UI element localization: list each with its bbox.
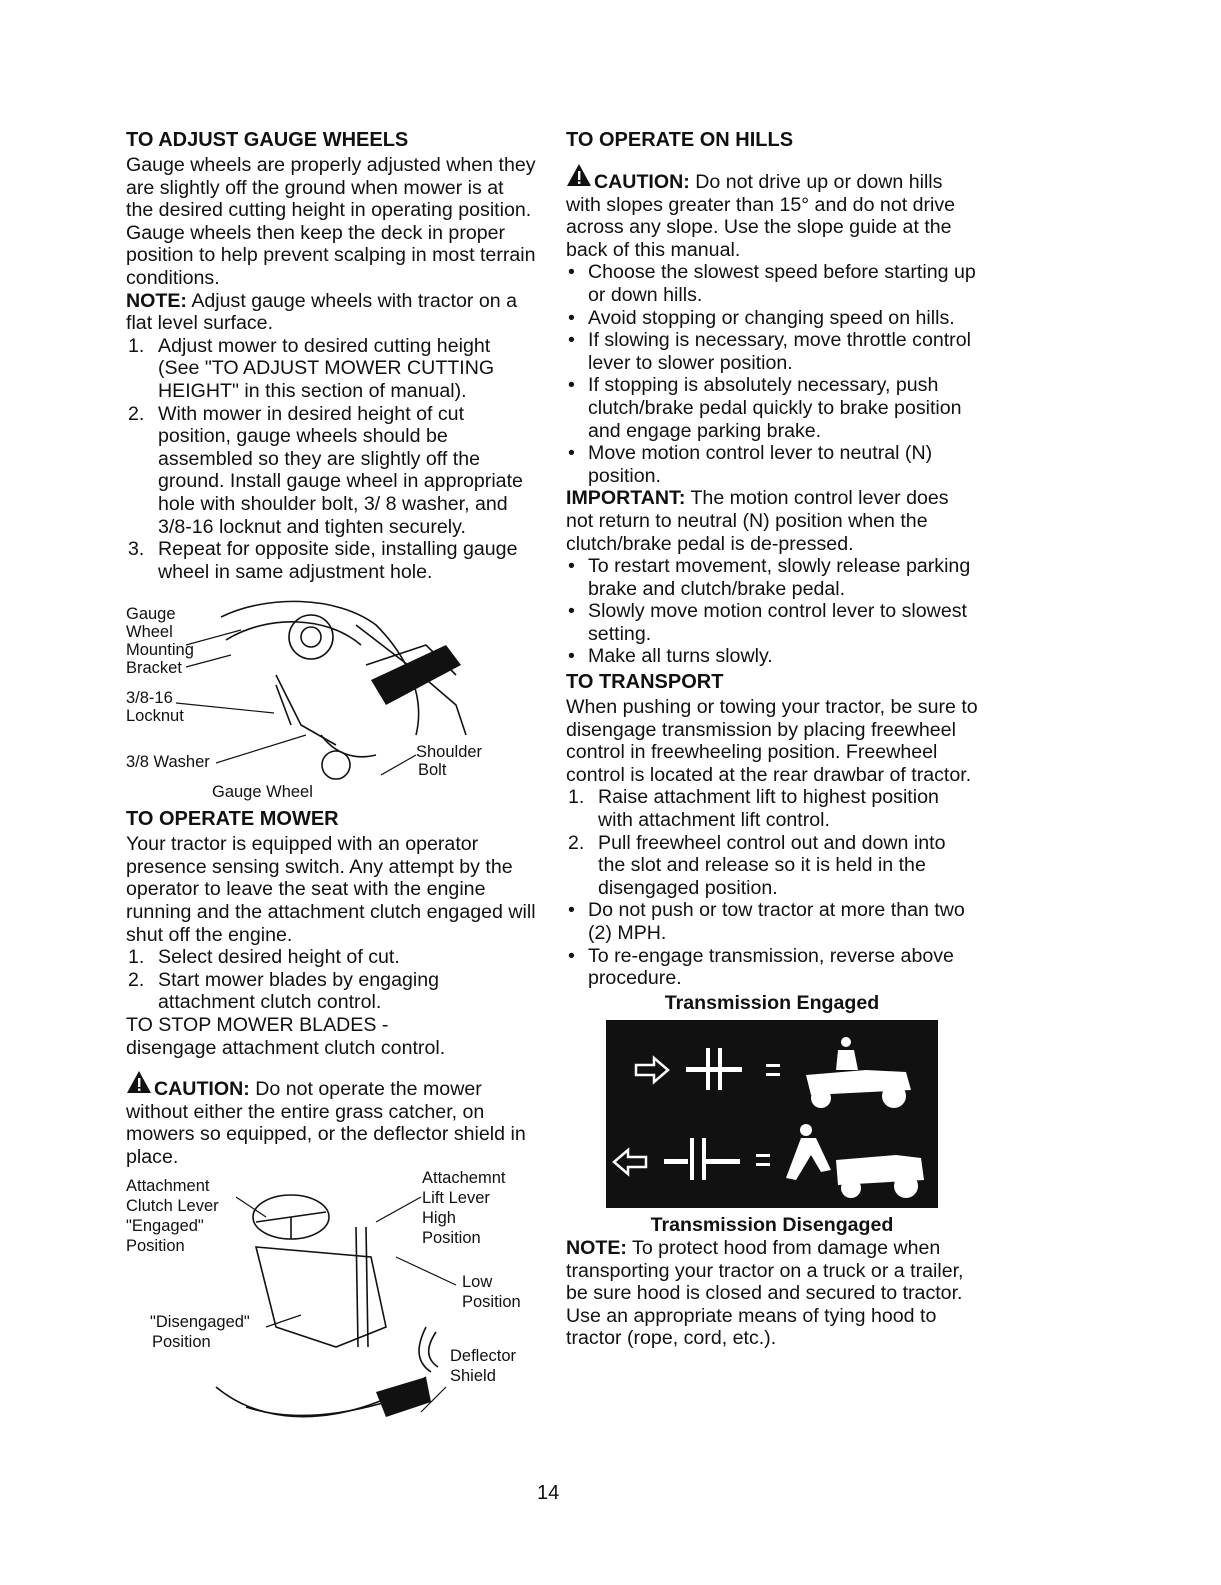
step-number: 2. [568,831,585,854]
transport-note [566,1237,978,1350]
label-shield: Shield [450,1366,496,1385]
label-clutch-lever: Clutch Lever [126,1196,219,1215]
bullet-icon: • [568,329,575,352]
label-engaged: "Engaged" [126,1216,204,1235]
bullet-text: Avoid stopping or changing speed on hills. [588,306,955,329]
step-text: Pull freewheel control out and down into the slot and release so it is held in the disengaged position. [598,831,946,899]
bullet-text: Do not push or tow tractor at more than two (2) MPH. [588,899,965,944]
gauge-wheels-heading: TO ADJUST GAUGE WHEELS [126,129,409,151]
transmission-diagram [606,1020,938,1208]
label-washer: 3/8 Washer [126,753,210,772]
bullet-text: Slowly move motion control lever to slowest setting. [588,600,967,645]
step-number: 1. [128,946,145,969]
warning-triangle-icon [126,1069,152,1095]
bullet-text: Move motion control lever to neutral (N) position. [588,442,933,487]
list-item [566,261,978,306]
label-low: Low [462,1272,493,1291]
list-item [566,329,978,374]
label-deflector: Deflector [450,1346,517,1365]
list-item [566,600,978,645]
operate-steps-list [126,946,536,1014]
bullet-icon: • [568,306,575,329]
label-engaged-position: Position [126,1236,185,1255]
list-item [126,538,536,583]
bullet-icon: • [568,442,575,465]
bullet-text: To re-engage transmission, reverse above procedure. [588,944,954,990]
label-locknut-size: 3/8-16 [126,689,173,708]
label-attachemnt: Attachemnt [422,1168,506,1187]
step-number: 1. [128,334,145,357]
label-gauge: Gauge [126,605,176,624]
figure-caption: Gauge Wheel [212,783,313,802]
important-label: IMPORTANT: [566,487,686,510]
bullet-icon: • [568,261,575,284]
step-text: Repeat for opposite side, installing gauge wheel in same adjustment hole. [158,538,518,583]
operate-mower-heading: TO OPERATE MOWER [126,808,339,831]
list-item [566,786,978,831]
caution-text: Do not drive up or down hills with slopes greater than 15° and do not drive across any slope. Use the slope guide at the back of this manual. [566,171,956,261]
gauge-note [126,290,536,335]
note-text: To protect hood from damage when transporting your tractor on a truck or a trailer, be sure hood is closed and secured to tractor. Use an appropriate means of tying hood to tractor (rope, cord, etc.). [566,1236,964,1350]
bullet-text: Choose the slowest speed before starting up or down hills. [588,261,976,306]
transport-intro: When pushing or towing your tractor, be sure to disengage transmission by placing freewheel control in freewheeling position. Freewheel control is located at the rear drawbar of tractor. [566,696,978,786]
label-low-position: Position [462,1292,521,1311]
hills-bullets-list [566,261,978,487]
list-item [126,946,536,969]
gauge-wheels-intro: Gauge wheels are properly adjusted when they are slightly off the ground when mower is at the desired cutting height in operating position. Gauge wheels then keep the deck in proper position to help prevent scalping in most terrain conditions. [126,154,536,289]
label-bracket: Bracket [126,659,182,678]
bullet-icon: • [568,944,575,967]
label-lift-lever: Lift Lever [422,1188,490,1207]
list-item [566,374,978,442]
label-disengaged-position: Position [152,1332,211,1351]
list-item [126,403,536,539]
label-locknut: Locknut [126,707,184,726]
list-item [126,969,536,1014]
hills-caution [566,162,978,261]
gauge-wheel-figure [126,585,536,803]
list-item [126,335,536,403]
label-high-position: Position [422,1228,481,1247]
step-text: Raise attachment lift to highest position with attachment lift control. [598,786,939,832]
list-item [566,832,978,900]
transport-steps-list [566,786,978,899]
bullet-icon: • [568,899,575,922]
step-text: Start mower blades by engaging attachment clutch control. [158,968,440,1014]
bullet-text: If slowing is necessary, move throttle control lever to slower position. [588,329,971,374]
bullet-text: If stopping is absolutely necessary, push clutch/brake pedal quickly to brake position and engage parking brake. [588,374,962,442]
label-bolt: Bolt [418,761,447,780]
step-text: With mower in desired height of cut position, gauge wheels should be assembled so they are slightly off the ground. Install gauge wheel in appropriate hole with shoulder bolt, 3/ 8 washer, and 3/8-16 locknut and tighten securely. [158,402,523,538]
list-item [566,442,978,487]
attachment-clutch-figure [126,1168,536,1427]
step-number: 2. [128,968,145,991]
step-number: 1. [568,786,585,809]
bullet-icon: • [568,600,575,623]
stop-blades-line: TO STOP MOWER BLADES - [126,1014,389,1037]
bullet-icon: • [568,555,575,578]
note-label: NOTE: [126,289,187,312]
label-shoulder: Shoulder [416,743,483,762]
transport-heading: TO TRANSPORT [566,671,724,694]
step-text: Adjust mower to desired cutting height (See "TO ADJUST MOWER CUTTING HEIGHT" in this section of manual). [158,334,495,402]
list-item [566,307,978,330]
list-item [566,645,978,668]
label-wheel: Wheel [126,623,173,642]
gauge-steps-list [126,335,536,584]
warning-triangle-icon [566,162,592,188]
caution-label: CAUTION: [154,1078,250,1101]
caution-text: Do not operate the mower without either the entire grass catcher, on mowers so equipped, or the deflector shield in place. [126,1078,526,1168]
operate-hills-heading: TO OPERATE ON HILLS [566,129,794,151]
mower-caution [126,1069,536,1168]
page-number: 14 [537,1482,560,1504]
transmission-illustration [606,1020,938,1208]
label-disengaged: "Disengaged" [150,1312,250,1331]
list-item [566,899,978,944]
bullet-text: Make all turns slowly. [588,645,773,668]
stop-blades-instruction: disengage attachment clutch control. [126,1036,446,1059]
label-attachment: Attachment [126,1176,210,1195]
note-text: Adjust gauge wheels with tractor on a flat level surface. [126,289,517,335]
bullet-text: To restart movement, slowly release parking brake and clutch/brake pedal. [588,555,971,600]
transmission-disengaged-caption: Transmission Disengaged [650,1214,894,1237]
bullet-icon: • [568,645,575,668]
list-item [566,945,978,990]
operate-mower-intro: Your tractor is equipped with an operator presence sensing switch. Any attempt by the operator to leave the seat with the engine running and the attachment clutch engaged will shut off the engine. [126,833,536,946]
transmission-engaged-caption: Transmission Engaged [664,991,880,1014]
right-column [566,128,978,1350]
left-column [126,128,536,1431]
important-text: The motion control lever does not return to neutral (N) position when the clutch/brake pedal is de-pressed. [566,487,949,555]
note-label: NOTE: [566,1236,627,1259]
bullet-icon: • [568,374,575,397]
step-number: 3. [128,538,145,561]
list-item [566,555,978,600]
restart-bullets-list [566,555,978,668]
caution-label: CAUTION: [594,171,690,193]
label-high: High [422,1208,456,1227]
step-number: 2. [128,402,145,425]
important-note [566,487,978,555]
label-mounting: Mounting [126,641,194,660]
step-text: Select desired height of cut. [158,946,400,969]
transport-bullets-list [566,899,978,989]
